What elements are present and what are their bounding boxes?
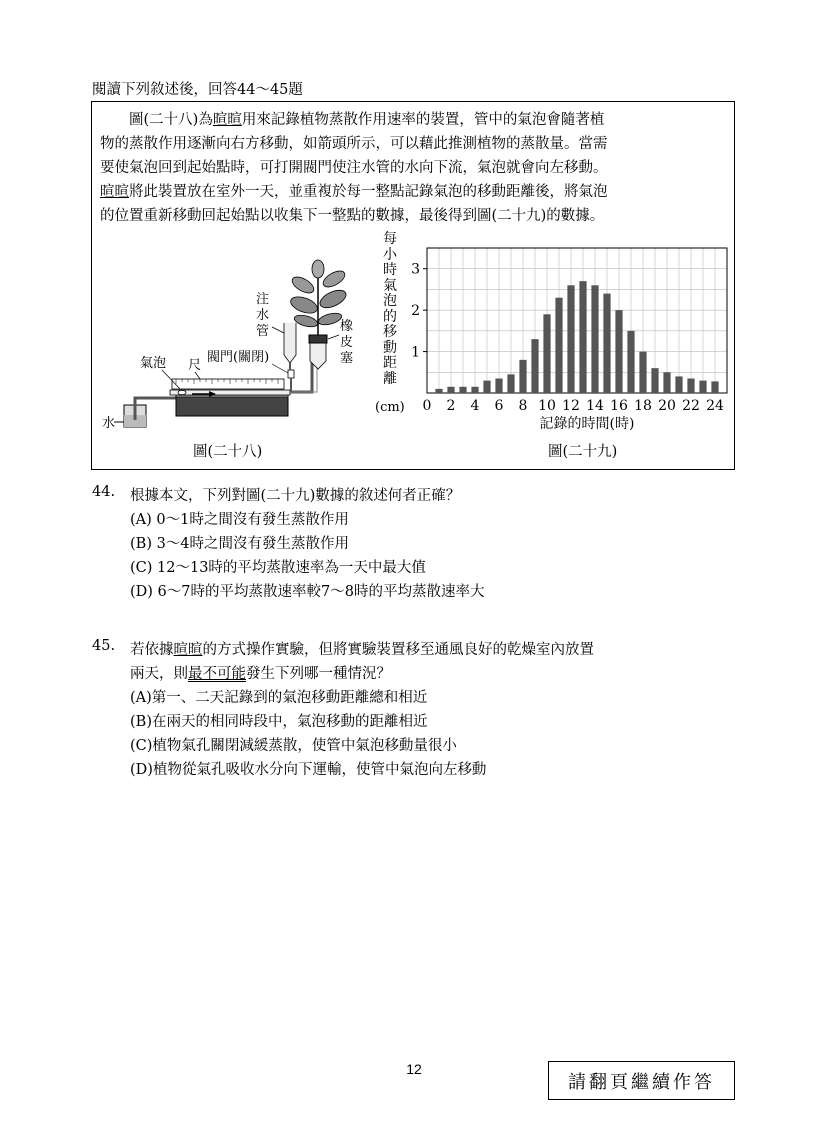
apparatus-base <box>176 396 288 416</box>
bar <box>447 387 454 393</box>
bar <box>567 285 574 393</box>
x-tick-label: 16 <box>610 398 628 414</box>
x-tick-label: 14 <box>586 398 604 414</box>
y-tick-label: 1 <box>411 344 420 361</box>
passage-line-2: 物的蒸散作用逐漸向右方移動，如箭頭所示，可以藉此推測植物的蒸散量。當需 <box>100 136 608 152</box>
plot-frame <box>427 248 727 393</box>
q45-option-b[interactable]: (B)在兩天的相同時段中，氣泡移動的距離相近 <box>130 714 428 730</box>
passage-line-4: 暄暄將此裝置放在室外一天，並重複於每一整點記錄氣泡的移動距離後，將氣泡 <box>100 184 608 200</box>
bar <box>687 379 694 394</box>
x-tick-label: 22 <box>682 398 700 414</box>
bar <box>579 281 586 393</box>
bar <box>615 310 622 393</box>
bar <box>603 294 610 393</box>
figure-28-caption: 圖(二十八) <box>193 444 263 460</box>
name-underlined: 暄暄 <box>173 642 203 658</box>
q44-option-a[interactable]: (A) 0～1時之間沒有發生蒸散作用 <box>130 512 349 528</box>
x-tick-label: 18 <box>634 398 652 414</box>
bar <box>675 376 682 393</box>
bar <box>699 381 706 393</box>
page-number: 12 <box>406 1061 422 1077</box>
fill-tube <box>284 323 296 363</box>
bar <box>459 387 466 393</box>
chart-y-axis-label: 每 小 時 氣 泡 的 移 動 距 離 <box>383 231 397 387</box>
x-tick-label: 2 <box>446 398 456 414</box>
name-underlined: 暄暄 <box>100 184 129 200</box>
label-ruler: 尺 <box>188 358 202 373</box>
glass-tube <box>170 390 290 395</box>
figure-29-bar-chart <box>404 240 734 440</box>
x-tick-label: 0 <box>422 398 432 414</box>
bar <box>495 379 502 394</box>
q44-stem: 根據本文，下列對圖(二十九)數據的敘述何者正確？ <box>130 488 461 504</box>
bar <box>627 331 634 393</box>
passage-line-1: 圖(二十八)為暄暄用來記錄植物蒸散作用速率的裝置，管中的氣泡會隨著植 <box>129 112 605 128</box>
bar <box>435 389 442 393</box>
chart-y-unit: (cm) <box>375 400 405 415</box>
bar <box>531 339 538 393</box>
x-tick-label: 12 <box>562 398 580 414</box>
passage-line-3: 要使氣泡回到起始點時，可打開閥門使注水管的水向下流，氣泡就會向左移動。 <box>100 160 608 176</box>
emphasis-double-underline: 最不可能 <box>188 666 246 682</box>
y-tick-label: 3 <box>411 261 420 278</box>
valve <box>288 370 294 378</box>
x-tick-label: 8 <box>518 398 528 414</box>
q44-number: 44. <box>92 484 116 500</box>
q45-stem-line-1: 若依據暄暄的方式操作實驗，但將實驗裝置移至通風良好的乾燥室內放置 <box>130 642 594 658</box>
x-tick-label: 20 <box>658 398 676 414</box>
rubber-stopper <box>309 335 327 343</box>
q45-option-a[interactable]: (A)第一、二天記錄到的氣泡移動距離總和相近 <box>130 690 428 706</box>
label-water: 水 <box>102 416 116 431</box>
bar <box>471 387 478 393</box>
passage-text <box>100 108 730 228</box>
ruler <box>172 379 284 389</box>
bar <box>483 381 490 393</box>
reading-instruction: 閱讀下列敘述後，回答44～45題 <box>92 82 303 98</box>
q45-number: 45. <box>92 638 116 654</box>
figure-28-apparatus <box>92 255 382 460</box>
bar <box>543 314 550 393</box>
x-axis-label: 記錄的時間(時) <box>539 416 635 432</box>
q44-option-d[interactable]: (D) 6～7時的平均蒸散速率較7～8時的平均蒸散速率大 <box>130 584 485 600</box>
name-underlined: 暄暄 <box>212 112 242 128</box>
q45-stem-line-2: 兩天，則最不可能發生下列哪一種情況？ <box>130 666 391 682</box>
turn-page-notice: 請翻頁繼續作答 <box>548 1061 735 1100</box>
bar <box>591 285 598 393</box>
q44-option-c[interactable]: (C) 12～13時的平均蒸散速率為一天中最大值 <box>130 560 426 576</box>
label-stopper: 橡 皮 塞 <box>340 319 354 366</box>
figure-29-caption: 圖(二十九) <box>548 444 618 460</box>
bar <box>507 374 514 393</box>
x-tick-label: 4 <box>470 398 480 414</box>
y-tick-label: 2 <box>411 303 420 320</box>
x-tick-label: 10 <box>538 398 556 414</box>
bar <box>651 368 658 393</box>
x-tick-label: 24 <box>706 398 724 414</box>
passage-line-5: 的位置重新移動回起始點以收集下一整點的數據，最後得到圖(二十九)的數據。 <box>100 208 605 224</box>
x-tick-label: 6 <box>494 398 504 414</box>
bar <box>639 352 646 393</box>
q44-option-b[interactable]: (B) 3～4時之間沒有發生蒸散作用 <box>130 536 350 552</box>
bar <box>663 372 670 393</box>
label-bubble: 氣泡 <box>140 356 167 371</box>
label-valve: 閥門(關閉) <box>207 350 270 365</box>
bar <box>519 360 526 393</box>
label-fill-tube: 注 水 管 <box>256 292 270 339</box>
q45-option-c[interactable]: (C)植物氣孔關閉減緩蒸散，使管中氣泡移動量很小 <box>130 738 457 754</box>
bar <box>711 381 718 393</box>
q45-option-d[interactable]: (D)植物從氣孔吸收水分向下運輸，使管中氣泡向左移動 <box>130 762 487 778</box>
air-bubble <box>178 390 186 394</box>
bar <box>555 298 562 393</box>
